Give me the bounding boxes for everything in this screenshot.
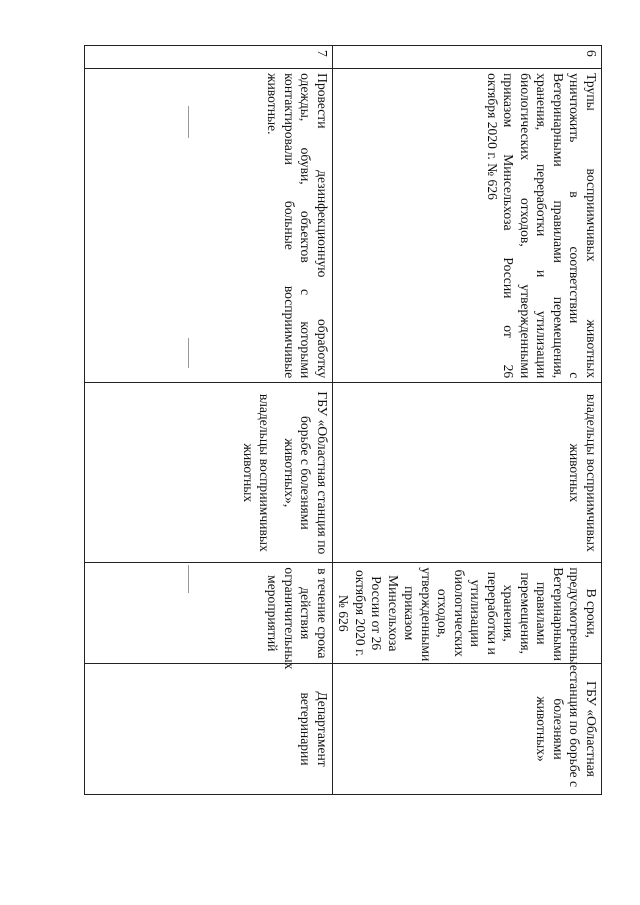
measure-cell	[333, 69, 602, 383]
spacer	[273, 387, 281, 558]
deadline-cell: В сроки, предусмотренные Ветеринарными правилами перемещения, хранения, переработки и утилизации биологических отходов, утвержденными приказом Минсельхоза России от 26 октября 2020 г. № 626	[333, 563, 602, 664]
row-number: 7	[85, 46, 333, 69]
executor-text: ГБУ «Областная станция по борьбе с болезнями животных»,	[282, 391, 330, 555]
row-number: 6	[333, 46, 602, 69]
responsible-cell: ГБУ «Областная станция по борьбе с болезнями животных»	[333, 664, 602, 795]
measure-line: биологических отходов, утвержденными	[518, 73, 533, 379]
measure-cell	[85, 69, 333, 383]
measure-line: одежды, обуви, объектов с которыми	[298, 73, 314, 379]
measure-line: животные.	[265, 73, 281, 135]
measure-line: приказом Минсельхоза России от 26	[501, 73, 517, 379]
executor-text: владельцы восприимчивых животных	[241, 393, 273, 552]
measure-line: Ветеринарными правилами перемещения,	[551, 73, 566, 379]
responsible-cell: Департамент ветеринарии	[85, 664, 333, 795]
scan-mark	[188, 106, 189, 138]
measure-line: уничтожить в соответствии с	[567, 73, 583, 379]
measure-line: Трупы восприимчивых животных	[584, 73, 599, 379]
executors-cell	[85, 383, 333, 563]
measure-line: хранения, переработки и утилизации	[534, 73, 550, 379]
table-row	[85, 46, 333, 795]
executors-cell	[333, 383, 602, 563]
executor-text: владельцы восприимчивых животных	[567, 393, 599, 552]
measure-line: октября 2020 г. № 626	[485, 73, 500, 200]
measure-line: контактировали больные восприимчивые	[282, 73, 297, 379]
measures-table	[84, 45, 602, 795]
table-row	[333, 46, 602, 795]
deadline-cell: в течение срока действия ограничительных мероприятий	[85, 563, 333, 664]
scan-mark	[188, 565, 189, 593]
measure-line: Провести дезинфекционную обработку	[315, 73, 330, 379]
scan-mark	[188, 338, 189, 368]
